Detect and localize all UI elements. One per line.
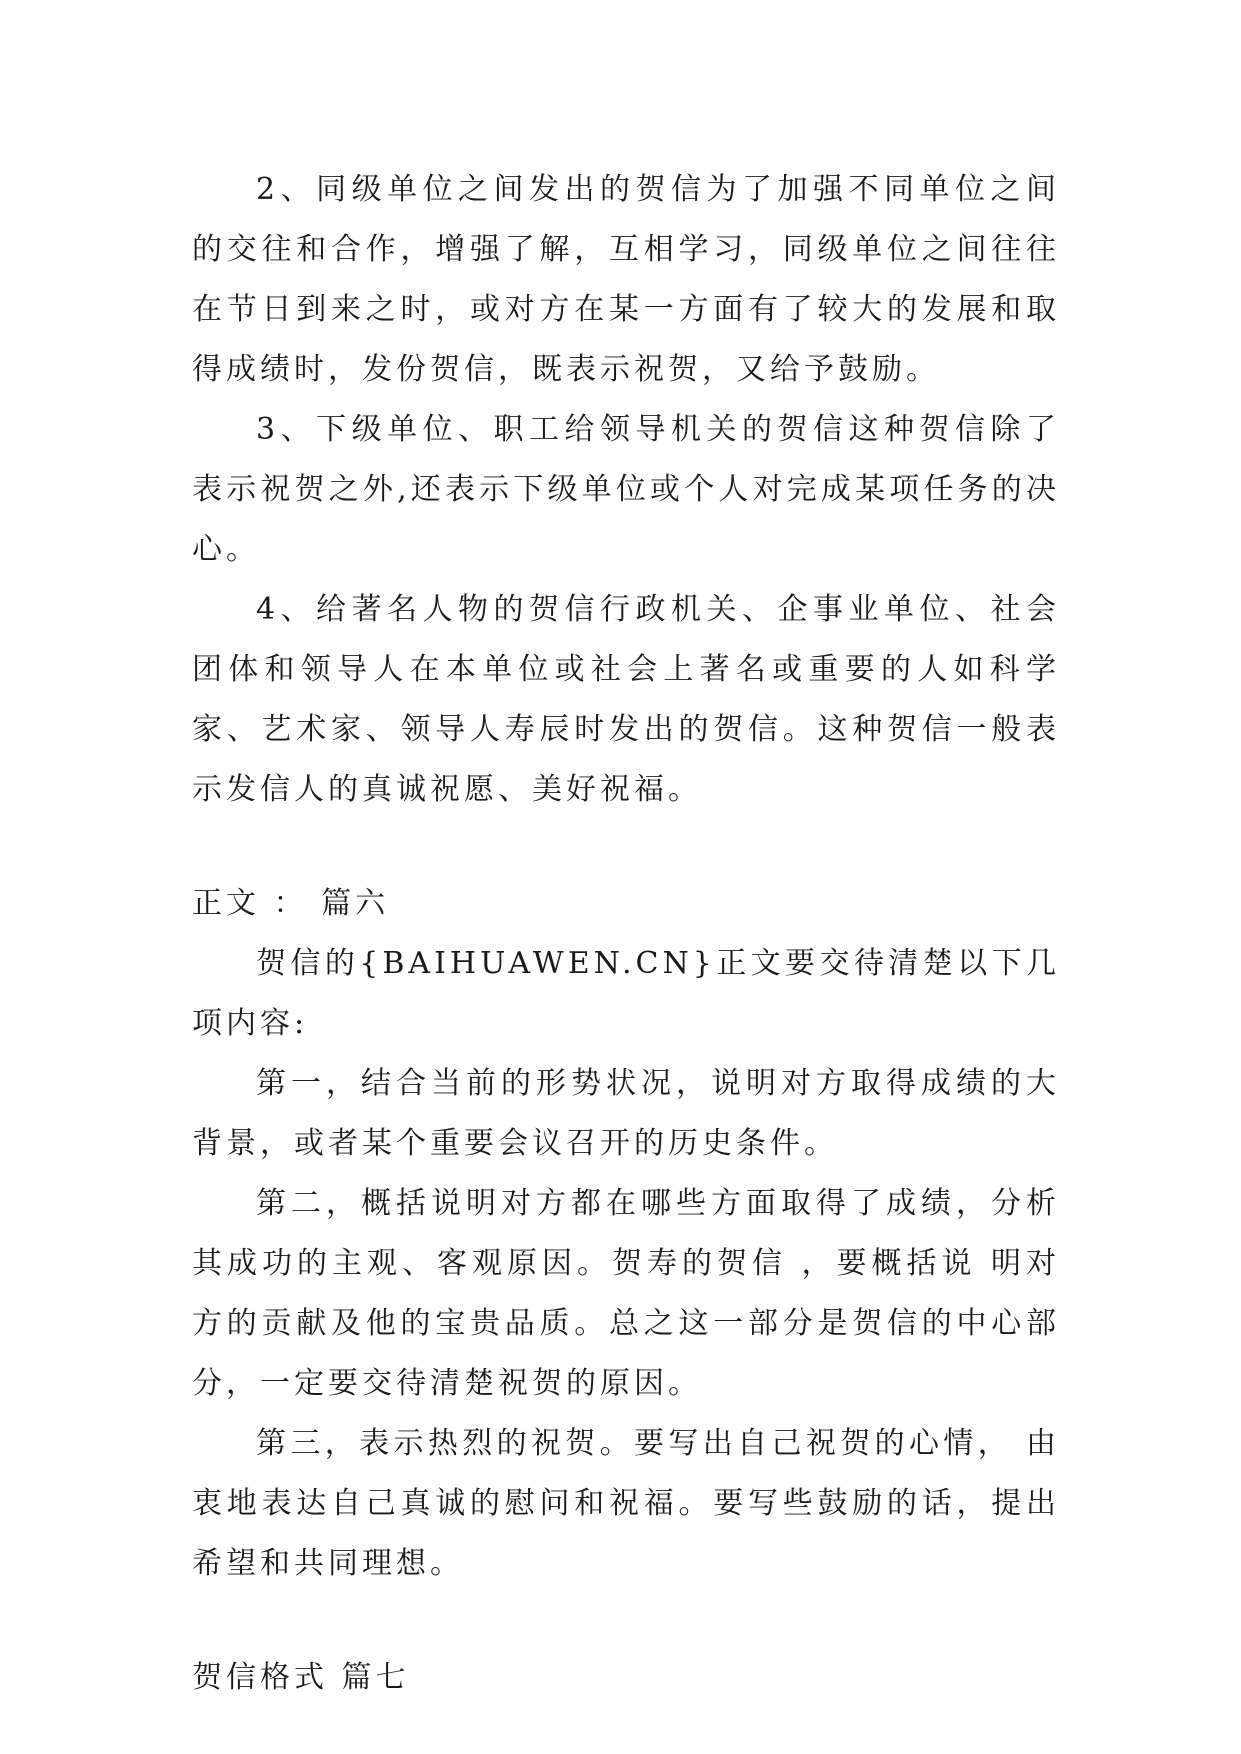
document-page — [192, 160, 1060, 1708]
paragraph-peer-units: 2、同级单位之间发出的贺信为了加强不同单位之间的交往和合作，增强了解，互相学习，同级单位之间往往在节日到来之时，或对方在某一方面有了较大的发展和取得成绩时，发份贺信，既表示祝贺，又给予鼓励。 — [192, 172, 1060, 387]
paragraph-second-point: 第二，概括说明对方都在哪些方面取得了成绩，分析其成功的主观、客观原因。贺寿的贺信 ，要概括说 明对方的贡献及他的宝贵品质。总之这一部分是贺信的中心部分，一定要交待清楚祝贺的原因。 — [192, 1186, 1060, 1401]
section-heading-part-seven: 贺信格式 篇七 — [192, 1660, 410, 1695]
paragraph-third-point: 第三，表示热烈的祝贺。要写出自己祝贺的心情， 由衷地表达自己真诚的慰问和祝福。要写些鼓励的话，提出希望和共同理想。 — [192, 1426, 1060, 1581]
paragraph-famous-people: 4、给著名人物的贺信行政机关、企事业单位、社会团体和领导人在本单位或社会上著名或重要的人如科学家、艺术家、领导人寿辰时发出的贺信。这种贺信一般表示发信人的真诚祝愿、美好祝福。 — [192, 592, 1060, 807]
paragraph-body-intro: 贺信的{BAIHUAWEN.CN}正文要交待清楚以下几项内容: — [192, 946, 1060, 1041]
paragraph-subordinate-units: 3、下级单位、职工给领导机关的贺信这种贺信除了表示祝贺之外,还表示下级单位或个人对完成某项任务的决心。 — [192, 412, 1060, 567]
paragraph-first-point: 第一，结合当前的形势状况，说明对方取得成绩的大背景，或者某个重要会议召开的历史条件。 — [192, 1066, 1060, 1161]
section-heading-part-six: 正文 ： 篇六 — [192, 886, 390, 921]
